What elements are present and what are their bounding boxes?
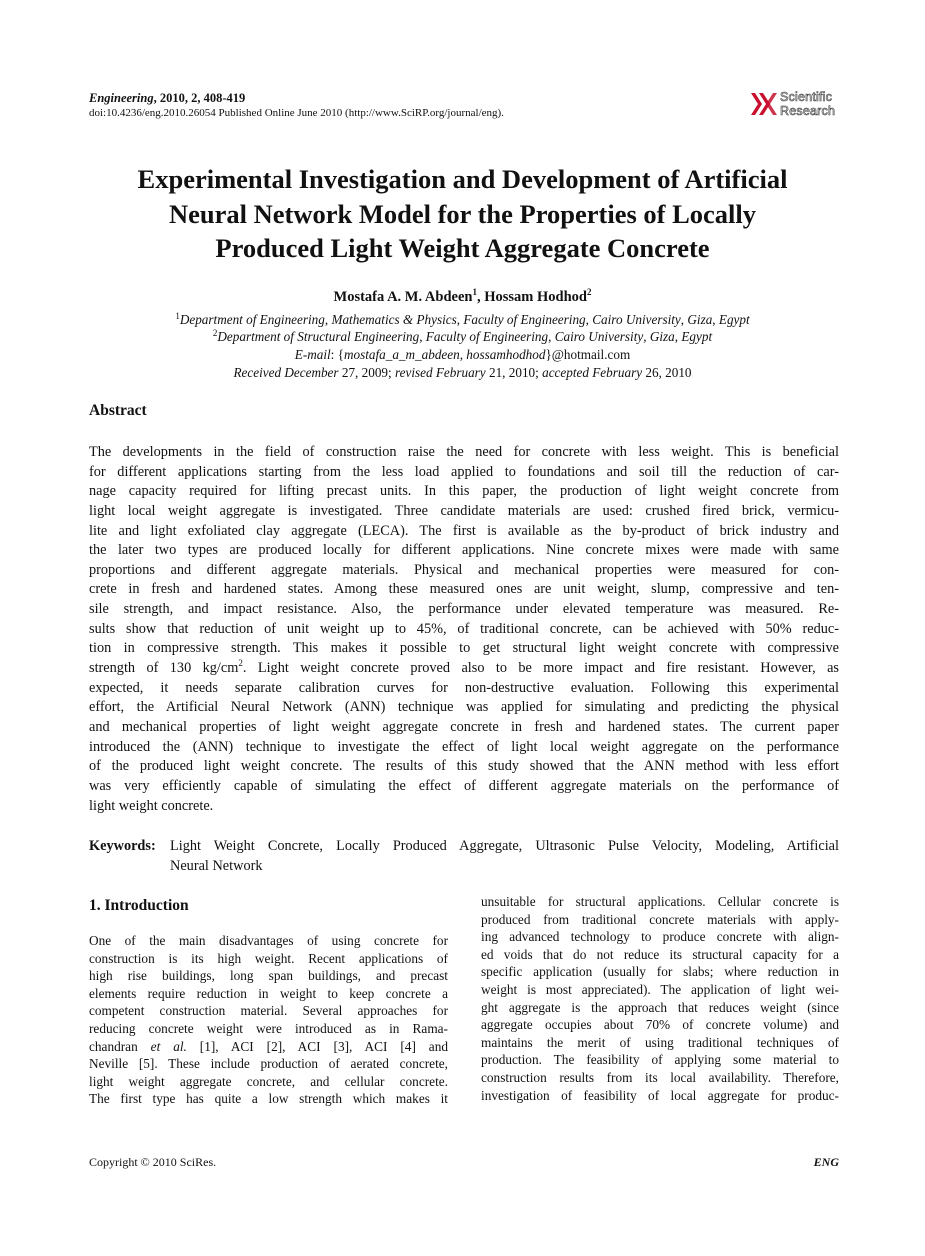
body-line: competent construction material. Several approaches for bbox=[89, 1003, 448, 1019]
body-line: production. The feasibility of applying some material to bbox=[481, 1052, 839, 1068]
section-heading: 1. Introduction bbox=[89, 897, 189, 914]
abstract-text: strength of 130 kg/cm bbox=[89, 660, 239, 677]
received-date: 27, 2009; bbox=[338, 365, 395, 380]
copyright: Copyright © 2010 SciRes. bbox=[89, 1155, 217, 1169]
paper-title bbox=[60, 162, 865, 266]
accepted-label: accepted February bbox=[542, 365, 643, 380]
dates-line bbox=[60, 364, 865, 381]
author-list bbox=[60, 288, 865, 306]
email-users: mostafa_a_m_abdeen, hossamhodhod bbox=[343, 347, 546, 362]
affil-dept: Department of Structural Engineering bbox=[217, 329, 420, 344]
body-line: One of the main disadvantages of using concrete for bbox=[89, 933, 448, 948]
author-name: Mostafa A. M. Abdeen bbox=[333, 289, 473, 305]
author-affil-sup: 1 bbox=[472, 287, 477, 297]
body-line: ed voids that do not reduce its structural capacity for a bbox=[481, 946, 839, 962]
body-line: ght aggregate is the approach that reduces weight (since bbox=[481, 999, 839, 1015]
body-line: high rise buildings, long span buildings, and precast bbox=[89, 968, 448, 984]
abstract-line: lite and light exfoliated clay aggregate (LECA). The first is available as the by-product of brick industry and bbox=[89, 522, 839, 539]
author-affil-sup: 2 bbox=[586, 287, 592, 297]
received-label: Received December bbox=[233, 365, 339, 380]
abstract-line: light local weight aggregate is investigated. Three candidate materials are used: crushed fired brick, vermicu- bbox=[89, 502, 839, 519]
affil-city: Giza bbox=[649, 329, 675, 344]
revised-label: revised February bbox=[394, 365, 486, 380]
abstract-line: was very efficiently capable of simulating the effect of different aggregate materials on the performance of bbox=[89, 777, 839, 794]
revised-date: 21, 2010; bbox=[485, 365, 543, 380]
body-italic: et al. bbox=[150, 1038, 187, 1054]
affil-comma: , bbox=[680, 312, 688, 327]
abstract-line: sile strength, and impact resistance. Also, the performance under elevated temperature was measured. Re- bbox=[89, 601, 839, 618]
affil-dept: Department of Engineering bbox=[179, 312, 325, 327]
affil-university: Cairo University bbox=[554, 329, 644, 344]
body-line: light weight aggregate concrete, and cellular concrete. bbox=[89, 1073, 448, 1089]
affil-sup: 2 bbox=[212, 328, 218, 338]
body-line: ing advanced technology to produce concrete with align- bbox=[481, 929, 839, 945]
abstract-line: expected, it needs separate calibration curves for non-destructive evaluation. Following this experimental bbox=[89, 679, 839, 696]
publisher-logo bbox=[749, 89, 841, 119]
affil-comma: , bbox=[419, 329, 426, 344]
abstract-heading: Abstract bbox=[89, 402, 147, 419]
keywords-label: Keywords: bbox=[89, 838, 156, 854]
body-line: investigation of feasibility of local aggregate for produc- bbox=[481, 1087, 839, 1103]
body-line: construction results from its local availability. Therefore, bbox=[481, 1069, 839, 1085]
abstract-line: of the produced light weight concrete. The results of this study showed that the ANN method with less effort bbox=[89, 758, 839, 775]
body-line: specific application (usually for slabs; where reduction in bbox=[481, 964, 839, 980]
affil-subdept: Mathematics & Physics bbox=[331, 312, 457, 327]
abstract-text: . Light weight concrete proved also to be more impact and fire resistant. However, as bbox=[242, 660, 839, 677]
affil-faculty: Faculty of Engineering bbox=[463, 312, 586, 327]
title-line: Experimental Investigation and Development of Artificial bbox=[137, 164, 788, 194]
affiliation-1 bbox=[60, 311, 865, 328]
abstract-line: nage capacity required for lifting precast units. In this paper, the production of light weight concrete from bbox=[89, 483, 839, 500]
author-separator: , bbox=[476, 289, 485, 305]
body-line: aggregate occupies about 70% of concrete volume) and bbox=[481, 1017, 839, 1033]
body-line: Neville [5]. These include production of aerated concrete, bbox=[89, 1056, 448, 1072]
title-line: Produced Light Weight Aggregate Concrete bbox=[215, 233, 710, 263]
body-text: [1], ACI [2], ACI [3], ACI [4] and bbox=[186, 1038, 449, 1054]
logo-text-research: Research bbox=[780, 104, 836, 118]
journal-header bbox=[89, 90, 849, 120]
superscript: 2 bbox=[238, 658, 243, 669]
accepted-date: 26, 2010 bbox=[642, 365, 692, 380]
body-line: unsuitable for structural applications. Cellular concrete is bbox=[481, 894, 839, 909]
body-line: maintains the merit of using traditional techniques of bbox=[481, 1034, 839, 1050]
affil-comma: , bbox=[456, 312, 464, 327]
abstract-line: tion in compressive strength. This makes it possible to get structural light weight concrete with compressive bbox=[89, 640, 839, 657]
abstract-line: introduced the (ANN) technique to investigate the effect of light local weight aggregate on the performance bbox=[89, 738, 839, 755]
scirp-logo-icon bbox=[749, 89, 779, 119]
journal-volume-pages: , 2010, 2, 408-419 bbox=[153, 91, 246, 105]
affil-comma: , bbox=[674, 329, 682, 344]
affil-university: Cairo University bbox=[592, 312, 681, 327]
body-line: reducing concrete weight were introduced as in Rama- bbox=[89, 1020, 448, 1036]
affil-comma: , bbox=[585, 312, 593, 327]
email-line bbox=[60, 346, 865, 363]
abstract-line: crete in fresh and hardened states. Among these measured ones are unit weight, slump, compressive and ten- bbox=[89, 581, 839, 598]
affil-sup: 1 bbox=[175, 311, 180, 321]
doi-line: doi:10.4236/eng.2010.26054 Published Online June 2010 (http://www.SciRP.org/journal/eng). bbox=[89, 107, 504, 119]
keywords-line: Neural Network bbox=[170, 857, 263, 874]
journal-citation bbox=[89, 90, 849, 106]
abstract-line: the later two types are produced locally for different applications. Nine concrete mixes were made with same bbox=[89, 542, 839, 559]
affil-comma: , bbox=[712, 312, 719, 327]
body-line bbox=[89, 1038, 448, 1056]
affil-country: Egypt bbox=[718, 312, 750, 327]
journal-name: Engineering bbox=[89, 91, 154, 105]
body-line: elements require reduction in weight to keep concrete a bbox=[89, 985, 448, 1001]
affiliation-2 bbox=[60, 328, 865, 345]
author-name: Hossam Hodhod bbox=[484, 289, 587, 305]
abstract-line: light weight concrete. bbox=[89, 797, 214, 814]
affil-faculty: Faculty of Engineering bbox=[425, 329, 549, 344]
affil-city: Giza bbox=[687, 312, 713, 327]
affil-comma: , bbox=[643, 329, 650, 344]
abstract-body bbox=[89, 443, 839, 816]
body-line: produced from traditional concrete materials with apply- bbox=[481, 911, 839, 927]
affil-comma: , bbox=[324, 312, 332, 327]
body-line: construction is its high weight. Recent applications of bbox=[89, 950, 448, 966]
journal-abbreviation: ENG bbox=[813, 1155, 839, 1169]
email-separator: : { bbox=[330, 347, 344, 362]
abstract-line: effort, the Artificial Neural Network (ANN) technique was applied for simulating and predicting the physical bbox=[89, 699, 839, 716]
affil-country: Egypt bbox=[681, 329, 713, 344]
body-text: chandran bbox=[89, 1038, 151, 1054]
left-column bbox=[89, 932, 448, 1108]
right-column bbox=[481, 893, 839, 1104]
abstract-line: proportions and different aggregate materials. Physical and mechanical properties were measured for con- bbox=[89, 561, 839, 578]
abstract-line: sults show that reduction of unit weight up to 45%, of traditional concrete, can be achieved with 50% reduc- bbox=[89, 620, 839, 637]
body-line: weight is most appreciated). The application of light wei- bbox=[481, 981, 839, 997]
logo-text-scientific: Scientific bbox=[780, 90, 833, 104]
abstract-line bbox=[89, 659, 839, 679]
email-label: E-mail bbox=[294, 347, 331, 362]
affil-comma: , bbox=[548, 329, 555, 344]
abstract-line: and mechanical properties of light weight aggregate concrete in fresh and hardened states. The current paper bbox=[89, 718, 839, 735]
body-line: The first type has quite a low strength which makes it bbox=[89, 1091, 448, 1107]
title-line: Neural Network Model for the Properties of Locally bbox=[168, 198, 757, 229]
abstract-line: The developments in the field of construction raise the need for concrete with less weight. This is beneficial bbox=[89, 444, 839, 460]
email-domain: }@hotmail.com bbox=[545, 347, 631, 362]
keywords-line: Light Weight Concrete, Locally Produced Aggregate, Ultrasonic Pulse Velocity, Modeling, Artificial bbox=[170, 838, 839, 854]
abstract-line: for different applications starting from the less load applied to foundations and soil till the reduction of car- bbox=[89, 463, 839, 480]
